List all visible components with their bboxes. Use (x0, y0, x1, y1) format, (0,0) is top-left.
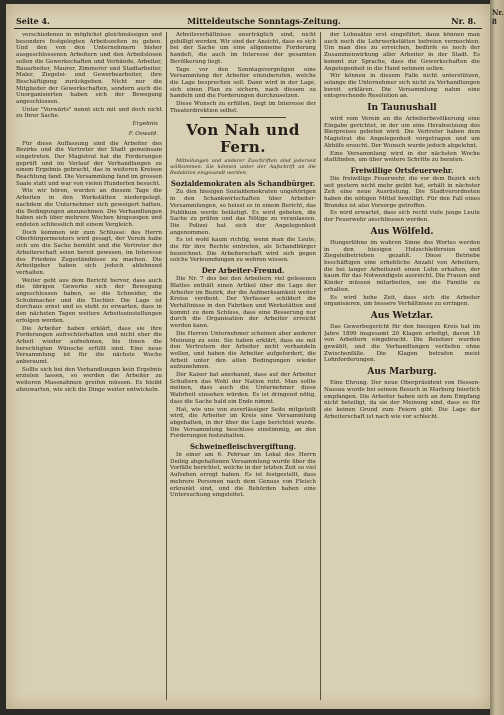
newspaper-page (6, 4, 490, 709)
article-paragraph: Die Nr. 7 des bei den Arbeitern viel gelesenen Blattes enthält einen Artikel über die Lage der Arbeiter im Bezirk, der die Aufmerksamkeit weiter Kreise verdient. Der Verfasser schildert die Verhältnisse in den Fabriken und Werkstätten und kommt zu dem Schluss, dass eine Besserung nur durch die Organisation der Arbeiter erreicht werden kann. (170, 276, 316, 330)
article-headline: Sozialdemokraten als Schandbürger. (170, 179, 316, 189)
article-paragraph: Diese Wunsch zu erfüllen, liegt im Interesse der Theaterdirektion selbst. (170, 101, 316, 114)
section-intro: Mitteilungen und anderer Zuschriften sind jederzeit willkommen. Sie können unter der Aufschrift an die Redaktion eingesandt werden. (170, 158, 316, 177)
article-headline: Schweinefleischvergiftung. (189, 442, 297, 452)
page-header (14, 14, 482, 29)
article-signature: F. Oswald. (128, 130, 158, 137)
article-paragraph: Sollte sich bei den Verhandlungen kein Ergebnis erzielen lassen, so werden die Arbeiter zu weiteren Massnahmen greifen müssen. Es bleibt abzuwarten, wie sich die Dinge weiter entwickeln. (16, 366, 162, 393)
article-headline: Aus Wetzlar. (370, 310, 434, 321)
article-paragraph: Zu den hiesigen Sozialdemokraten ungehörigen in den Schankwirtschaften über Arbeiter-Versammlungen, so heisst es in einem Bericht, das Publikum werde belästigt. Es wird gebeten, die Sache zu prüfen und das Nötige zu veranlassen. Die Polizei hat sich der Angelegenheit angenommen. (170, 189, 316, 236)
section-title: Von Nah und Fern. (186, 121, 300, 157)
article-paragraph: Die Herren Unternehmer scheinen aber anderer Meinung zu sein. Sie haben erklärt, dass sie mit den Vertretern der Arbeiter nicht verhandeln wollen, und haben die Arbeiter aufgefordert, die Arbeit unter den alten Bedingungen wieder aufzunehmen. (170, 330, 316, 371)
article-paragraph: der Lohnsätze erst eingeführt, dann können man auch noch die Lehrwerkstätten befreien vermochten. Um man dies zu erreichen, bedürfe es noch der Zusammenwirkung aller Arbeiter in der Stadt. Es kommt zur Sprache, dass die Gewerkschaften die Angelegenheit in die Hand nehmen sollen. (324, 32, 480, 72)
article-headline: Aus Wölfeld. (370, 226, 434, 237)
article-paragraph: Tage vor den Sonntagsvergnügen eine Versammlung der Arbeiter einzuberufen, welche die Lage besprechen soll. Dann wird in der Lage, sich einen Plan zu sichern, nach diesem zu handeln und die Forderungen durchzusetzen. (170, 66, 316, 100)
article-headline: In Taunushall (367, 103, 437, 114)
issue-number: Nr. 8. (451, 16, 476, 26)
article-paragraph: verschiedenen in möglichst gleichmässigen und besonders festgelegten Arbeitszeiten zu geben. Und den von den Unternehmern bisher ausgeschlossenen Arbeitern und den Arbeitslosen sollen die Gewerkschaften und Verbände, Arbeiter, Bauarbeiter, Maurer, Zimmerer und Stadtarbeiter, Maler, Ziegelei- und Gewerbearbeiter, ihre Beschäftigung zurückgeben. Nicht nur die Mitglieder der Gewerkschaften, sondern auch die Unorganisierten haben sich der Bewegung angeschlossen. (16, 32, 162, 106)
article-paragraph: Hungerlöhne im wahren Sinne des Wortes werden in den hiesigen Holzschleifereien und Ziegeleibetrieben gezahlt. Diese Betriebe beschäftigen eine erhebliche Anzahl von Arbeitern, die bei langer Arbeitszeit einen Lohn erhalten, der kaum für das Notwendigste ausreicht. Die Frauen und Kinder müssen mitarbeiten, um die Familie zu erhalten. (324, 239, 480, 293)
article-paragraph: wird vom Verein an die Arbeiterbevölkerung eine Eingabe gerichtet, in der um eine Herabsetzung des Bierpreises gebeten wird. Die Vertreter haben dem Magistrat die Angelegenheit vorgetragen und um Abhilfe ersucht. Der Wunsch wurde jedoch abgelehnt. (324, 116, 480, 149)
page-number: Seite 4. (16, 16, 50, 26)
article-paragraph: Eine Versammlung wird in der nächsten Woche stattfinden, um über weitere Schritte zu beraten. (324, 150, 480, 164)
article-paragraph: Es ist wohl kaum richtig, wenn man die Leute, die für ihre Rechte eintreten, als Schandbürger bezeichnet. Die Arbeiterschaft wird sich gegen solche Verleumdungen zu wehren wissen. (170, 237, 316, 264)
edge-label: Nr. 8 (492, 8, 504, 26)
article-paragraph: Das Gewerbegericht für den hiesigen Kreis hat im Jahre 1899 insgesamt 20 Klagen erledigt, davon 18 von Arbeitern eingebracht. Die Beisitzer wurden gewählt, und die Verhandlungen verliefen ohne Zwischenfälle. Die Klagen betrafen meist Lohnforderungen. (324, 323, 480, 364)
article-paragraph: Die Arbeiter haben erklärt, dass sie ihre Forderungen aufrechterhalten und nicht eher die Arbeit wieder aufnehmen, bis ihnen die berechtigten Wünsche erfüllt sind. Eine neue Versammlung ist für die nächste Woche anberaumt. (16, 325, 162, 366)
article-headline: Freiwillige Ortsfeuerwehr. (350, 165, 454, 175)
article-paragraph: Unter "Vorwärts" nennt sich mit und doch nicht zu Ihrer Sache. (16, 106, 162, 120)
article-paragraph: Es wird hohe Zeit, dass sich die Arbeiter organisieren, um bessere Verhältnisse zu erringen. (324, 294, 480, 308)
column-2 (170, 32, 316, 702)
article-paragraph: Eine Ehrung. Der neue Oberpräsident von Hessen-Nassau wurde bei seinem Besuch in Marburg feierlich empfangen. Die Arbeiter haben sich an dem Empfang nicht beteiligt, da sie der Meinung sind, dass es für sie keinen Grund zum Feiern gibt. Die Lage der Arbeiterschaft ist nach wie vor schlecht. (324, 380, 480, 420)
newspaper-title: Mitteldeutsche Sonntags-Zeitung. (187, 16, 341, 26)
article-paragraph: Weiter geht aus dem Bericht hervor, dass auch die übrigen Gewerke sich der Bewegung angeschlossen haben, so die Schneider, die Schuhmacher und die Tischler. Die Lage ist durchaus ernst und es steht zu erwarten, dass in den nächsten Tagen weitere Arbeitseinstellungen erfolgen werden. (16, 277, 162, 324)
article-paragraph: Wir können in diesem Falle nicht unterstützen, solange die Unternehmer sich nicht zu Verhandlungen bereit erklären. Die Versammlung nahm eine entsprechende Resolution an. (324, 73, 480, 100)
column-rule (320, 32, 321, 700)
article-paragraph: Wie wir hören, wurden an diesem Tage die Arbeiten in den Werkstätten niedergelegt, nachdem die Unternehmer sich geweigert hatten, die Bedingungen anzunehmen. Die Verhandlungen haben sich über mehrere Wochen hingezogen und endeten schliesslich mit einem Vergleich. (16, 188, 162, 228)
article-headline: Der Arbeiter-Freund. (201, 266, 285, 276)
column-3 (324, 32, 480, 702)
article-paragraph: Für diese Auffassung sind die Arbeiter des Bezirks und die Vertreter der Stadt gemeinsam eingetreten. Der Magistrat hat die Forderungen geprüft und im Verlauf der Verhandlungen zu einem Ergebnis gebracht, das in weiteren Kreisen Beachtung fand. Die Versammlung fand im grossen Saale statt und war von vielen Hunderten besucht. (16, 140, 162, 187)
article-paragraph: Hat, wie uns von zuverlässiger Seite mitgeteilt wird, die Arbeiter im Kreis eine Versammlung abgehalten, in der über die Lage berichtet wurde. Die Versammlung beschloss einstimmig, an den Forderungen festzuhalten. (170, 406, 316, 440)
article-paragraph: Die freiwillige Feuerwehr, die vor dem Bezirk sich seit gestern nicht mehr geübt hat, erhält in nächster Zeit eine neue Ausrüstung. Die Stadtverordneten haben die nötigen Mittel bewilligt. Für den Fall eines Brandes ist also Vorsorge getroffen. (324, 175, 480, 209)
section-divider (200, 117, 286, 118)
article-paragraph: Der Kaiser hat anerkannt, dass auf der Arbeiter Schultern das Wohl der Nation ruht. Man sollte meinen, dass auch die Unternehmer diese Wahrheit einsehen würden. Es ist dringend nötig, dass die Sache bald ein Ende nimmt. (170, 372, 316, 405)
article-footer: Ergebnis (132, 121, 158, 128)
adjacent-page-edge (490, 0, 504, 715)
article-paragraph: Doch kommen wir zum Schlusse: des Herrn Oberbürgermeisters wird gesagt, der Verein habe sich um die Sache bemüht und die Vertreter der Arbeiterschaft seien bereit gewesen, im Interesse des Friedens Zugeständnisse zu machen. Die Arbeitgeber haben sich jedoch ablehnend verhalten. (16, 229, 162, 276)
article-paragraph: Es wird erwartet, dass sich recht viele junge Leute der Feuerwehr anschliessen werden. (324, 210, 480, 224)
column-1 (16, 32, 162, 702)
column-rule (166, 32, 167, 700)
article-headline: Aus Marburg. (367, 367, 437, 378)
article-paragraph: Arbeitsverhältnisse unerträglich sind, nicht gebilligt werden. Wir sind der Ansicht, dass es sich bei der Sache um eine allgemeine Forderung handelt, die auch im Interesse der gesamten Bevölkerung liegt. (170, 32, 316, 65)
article-paragraph: In einer am 6. Februar im Lokal des Herrn Deibig abgehaltenen Versammlung wurde über die Vorfälle berichtet, welche in der letzten Zeit so viel Aufsehen erregt haben. Es ist festgestellt, dass mehrere Personen nach dem Genuss von Fleisch erkrankt sind, und die Behörden haben eine Untersuchung eingeleitet. (170, 452, 316, 499)
